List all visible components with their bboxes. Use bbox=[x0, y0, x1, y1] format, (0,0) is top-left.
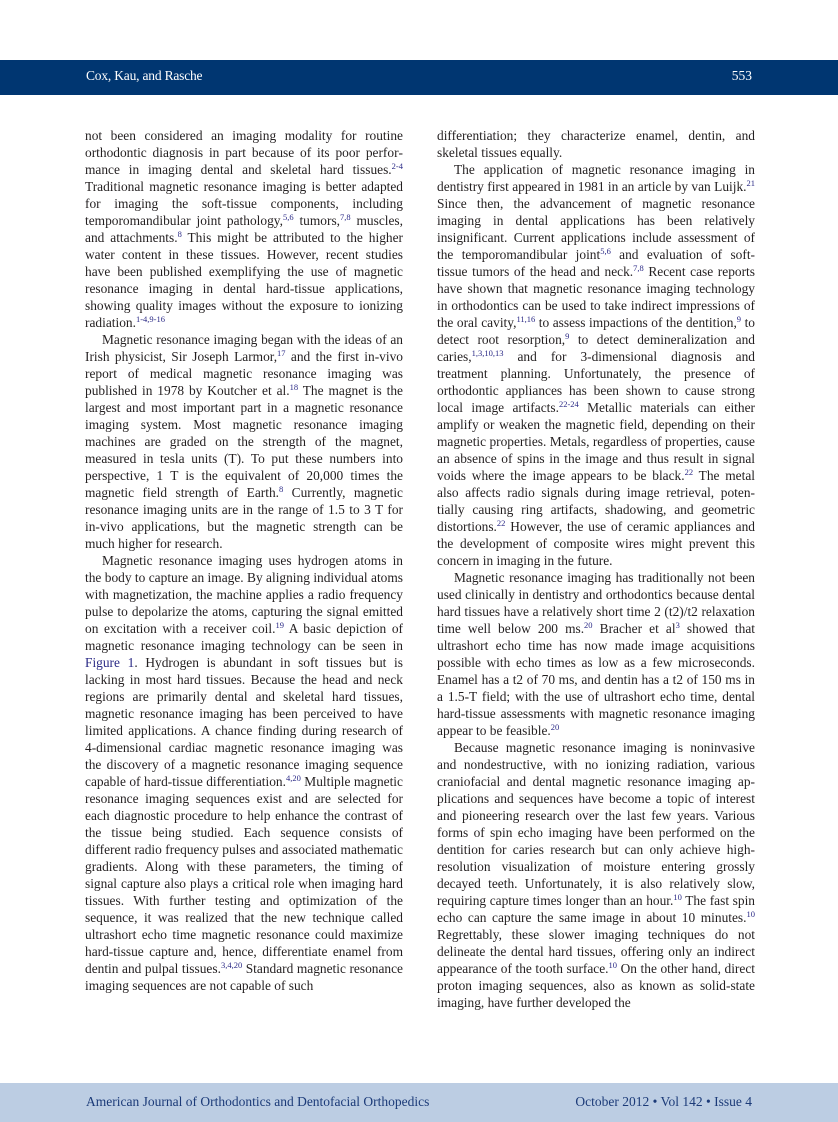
paragraph bbox=[85, 127, 403, 331]
citation-ref[interactable]: 20 bbox=[550, 722, 560, 732]
citation-ref[interactable]: 10 bbox=[746, 909, 755, 919]
paragraph bbox=[85, 331, 403, 552]
text-run: Magnetic resonance imaging has traditionally not been used clinically in dentistry and orthodontics because dental hard tissues have a relatively short time 2 (t2)/t2 relaxation time well below 200 ms. bbox=[437, 570, 755, 636]
text-run: Standard magnetic resonance imaging sequences are not capable of such bbox=[85, 961, 403, 993]
text-run: The magnet is the largest and most important part in a magnetic resonance imaging system. Most magnetic resonance imaging machines are graded on the strength of the magnet, measured in tesla units (T). To put these numbers into perspective, 1 T is the equivalent of 20,000 times the magnetic field strength of Earth. bbox=[85, 383, 403, 500]
citation-ref[interactable]: 7,8 bbox=[340, 212, 351, 222]
page-number: 553 bbox=[731, 68, 752, 83]
text-run: to detect root resorption, bbox=[437, 315, 755, 347]
running-header-authors: Cox, Kau, and Rasche bbox=[86, 68, 203, 83]
text-run: to assess impactions of the dentition, bbox=[535, 315, 737, 330]
citation-ref[interactable]: 22 bbox=[496, 518, 506, 528]
text-run: The fast spin echo can capture the same image in about 10 minutes. bbox=[437, 893, 755, 925]
text-run: and for 3-dimensional diagnosis and treatment planning. Unfortunately, the presence of orthodontic appliances has been shown to cause strong local image artifacts. bbox=[437, 349, 755, 415]
text-run: and the first in-vivo report of medical magnetic resonance imaging was published in 1978 by Koutcher et al. bbox=[85, 349, 403, 398]
text-run: Traditional magnetic resonance imaging is better adapted for imaging the soft-tissue components, including temporomandibular joint pathology, bbox=[85, 179, 403, 228]
citation-ref[interactable]: 1-4,9-16 bbox=[135, 314, 165, 324]
paragraph bbox=[85, 552, 403, 994]
citation-ref[interactable]: 4,20 bbox=[285, 773, 301, 783]
text-run: muscles, and attachments. bbox=[85, 213, 403, 245]
citation-ref[interactable]: 19 bbox=[275, 620, 284, 630]
citation-ref[interactable]: 9 bbox=[736, 314, 742, 324]
citation-ref[interactable]: 22 bbox=[684, 467, 694, 477]
citation-ref[interactable]: 8 bbox=[177, 229, 182, 239]
citation-ref[interactable]: 20 bbox=[584, 620, 593, 630]
text-run: Multiple magnetic resonance imaging sequences exist and are selected for each diagnostic procedure to help enhance the contrast of the tissue being studied. Each sequence consists of different radio frequency pulses and associated mathematic gradients. Along with these parameters, the timing of signal capture also plays a critical role when imaging hard tissues. With further testing and optimization of the sequence, it was realized that the new technique called ultrashort echo time magnetic resonance could maximize hard-tissue capture and, hence, differentiate enamel from dentin and pulpal tissues. bbox=[85, 774, 403, 976]
text-run: Currently, magnetic resonance imaging units are in the range of 1.5 to 3 T for in-vivo applications, but the magnetic strength can be much higher for research. bbox=[85, 485, 403, 551]
citation-ref[interactable]: 9 bbox=[565, 331, 570, 341]
paragraph bbox=[437, 161, 755, 569]
citation-ref[interactable]: 21 bbox=[746, 178, 755, 188]
text-run: differentiation; they characterize enamel, dentin, and skeletal tissues equally. bbox=[437, 128, 755, 160]
citation-ref[interactable]: 3 bbox=[675, 620, 680, 630]
issue-info: October 2012 • Vol 142 • Issue 4 bbox=[575, 1094, 752, 1109]
citation-ref[interactable]: 18 bbox=[289, 382, 299, 392]
running-header bbox=[0, 60, 838, 95]
text-run: tumors, bbox=[293, 213, 340, 228]
citation-ref[interactable]: 3,4,20 bbox=[220, 960, 243, 970]
citation-ref[interactable]: 5,6 bbox=[600, 246, 611, 256]
paragraph bbox=[437, 569, 755, 739]
text-run: Since then, the advancement of magnetic resonance imaging in dental applications has been relatively insignificant. Current applications include assessment of the temporomandibular joint bbox=[437, 196, 755, 262]
text-run: On the other hand, direct proton imaging sequences, also as known as solid-state imaging, have further developed the bbox=[437, 961, 756, 1010]
text-run: . Hydrogen is abundant in soft tissues but is lacking in most hard tissues. Because the head and neck regions are primarily dental and skeletal hard tissues, magnetic resonance imaging has been perceived to have limited applications. A chance finding during research of 4-dimensional cardiac magnetic resonance imaging was the discovery of a magnetic resonance imaging sequence capable of hard-tissue differentiation. bbox=[85, 655, 403, 789]
citation-ref[interactable]: 10 bbox=[673, 892, 682, 902]
text-run: This might be attributed to the higher water content in these tissues. However, recent studies have been published exemplifying the use of magnetic resonance imaging in dental hard-tissue applications, showing quality images without the exposure to ionizing radiation. bbox=[85, 230, 403, 330]
paragraph bbox=[437, 739, 755, 1011]
text-run: Recent case reports have shown that magnetic resonance imaging technology in orthodontics can be used to take indirect impressions of the oral cavity, bbox=[437, 264, 755, 330]
citation-ref[interactable]: 8 bbox=[279, 484, 284, 494]
citation-ref[interactable]: 2-4 bbox=[391, 161, 403, 171]
left-column bbox=[85, 127, 403, 994]
citation-ref[interactable]: 1,3,10,13 bbox=[471, 348, 504, 358]
paragraph bbox=[437, 127, 755, 161]
text-run: Regrettably, these slower imaging techniques do not delineate the dental hard tissues, offering only an indirect appearance of the tooth surface. bbox=[437, 927, 755, 976]
text-run: to detect demineralization and caries, bbox=[437, 332, 755, 364]
right-column bbox=[437, 127, 755, 1011]
text-run: The application of magnetic resonance imaging in dentistry first appeared in 1981 in an article by van Luijk. bbox=[437, 162, 755, 194]
citation-ref[interactable]: 22-24 bbox=[558, 399, 579, 409]
figure-link[interactable]: Figure 1 bbox=[85, 655, 135, 670]
text-run: showed that ultrashort echo time has now made image acquisitions possible with echo times as low as a few microseconds. Enamel has a t2 of 70 ms, and dentin has a t2 of 150 ms in a 1.5-T field; with the use of ultrashort echo time, dental hard-tissue assessments with magnetic resonance imaging appear to be feasible. bbox=[437, 621, 756, 738]
text-run: Magnetic resonance imaging began with the ideas of an Irish physicist, Sir Joseph Larmor, bbox=[85, 332, 403, 364]
text-run: not been considered an imaging modality for routine orthodontic diagnosis in part because of its poor performance in imaging dental and skeletal hard tissues. bbox=[85, 128, 403, 177]
citation-ref[interactable]: 17 bbox=[277, 348, 286, 358]
text-run: and evaluation of soft-tissue tumors of the head and neck. bbox=[437, 247, 755, 279]
text-run: Magnetic resonance imaging uses hydrogen atoms in the body to capture an image. By aligning individual atoms with magnetization, the machine applies a radio frequency pulse to depolarize the atoms, capturing the signal emitted on excitation with a receiver coil. bbox=[85, 553, 403, 636]
citation-ref[interactable]: 7,8 bbox=[633, 263, 644, 273]
citation-ref[interactable]: 11,16 bbox=[516, 314, 536, 324]
running-footer bbox=[0, 1083, 838, 1122]
citation-ref[interactable]: 10 bbox=[608, 960, 618, 970]
text-run: Bracher et al bbox=[592, 621, 676, 636]
text-run: A basic depiction of magnetic resonance imaging technology can be seen in bbox=[85, 621, 403, 653]
text-run: Metallic materials can either amplify or weaken the magnetic field, depending on their magnetic properties. Metals, regardless of properties, cause an absence of spins in the image and thus result in signal voids where the image appears to be black. bbox=[437, 400, 755, 483]
text-run: Because magnetic resonance imaging is noninvasive and nondestructive, with no ionizing radiation, various craniofacial and dental magnetic resonance imaging applications and sequences have become a topic of interest and pioneering research over the last few years. Various forms of spin echo imaging have been performed on the dentition for caries research but can only achieve high-resolution visualization of moisture entering grossly decayed teeth. Unfortunately, it is also relatively slow, requiring capture times longer than an hour. bbox=[437, 740, 755, 908]
journal-name: American Journal of Orthodontics and Dentofacial Orthopedics bbox=[86, 1094, 430, 1109]
citation-ref[interactable]: 5,6 bbox=[282, 212, 294, 222]
text-run: The metal also affects radio signals during image retrieval, potentially causing ring artifacts, shadowing, and geometric distortions. bbox=[437, 468, 756, 534]
text-run: However, the use of ceramic appliances and the development of composite wires might prevent this concern in imaging in the future. bbox=[437, 519, 755, 568]
